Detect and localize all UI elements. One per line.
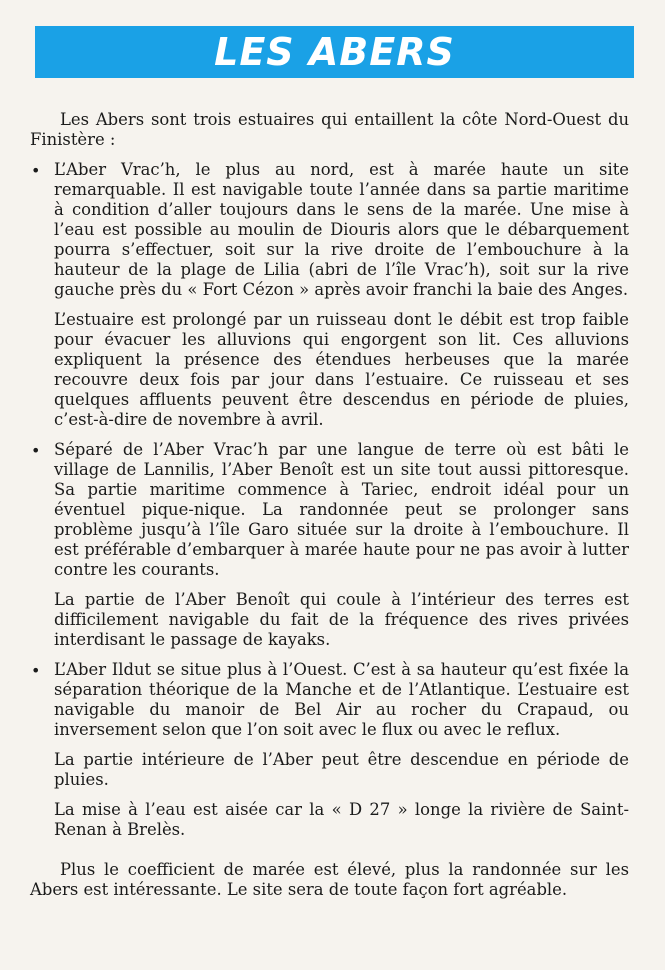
bullet-marker: •: [31, 161, 41, 180]
intro-paragraph: Les Abers sont trois estuaires qui entaillent la côte Nord-Ouest du Finistère :: [30, 110, 629, 149]
bullet-marker: •: [31, 441, 41, 460]
closing-paragraph: Plus le coefficient de marée est élevé, plus la randonnée sur les Abers est intéressante. Le site sera de toute façon fort agréable.: [30, 860, 629, 899]
bullet-aber-benoit: [0, 440, 665, 650]
paragraph: L’estuaire est prolongé par un ruisseau dont le débit est trop faible pour évacuer les alluvions qui engorgent son lit. Ces alluvions expliquent la présence des étendues herbeuses que la marée recouvre deux fois par jour dans l’estuaire. Ce ruisseau et ses quelques affluents peuvent être descendus en période de pluies, c’est-à-dire de novembre à avril.: [54, 310, 629, 429]
title-banner: [35, 26, 634, 78]
paragraph: Séparé de l’Aber Vrac’h par une langue de terre où est bâti le village de Lannilis, l’Aber Benoît est un site tout aussi pittoresque. Sa partie maritime commence à Tariec, endroit idéal pour un éventuel pique-nique. La randonnée peut se prolonger sans problème jusqu’à l’île Garo située sur la droite à l’embouchure. Il est préférable d’embarquer à marée haute pour ne pas avoir à lutter contre les courants.: [54, 440, 629, 579]
bullet-marker: •: [31, 661, 41, 680]
paragraph: L’Aber Vrac’h, le plus au nord, est à marée haute un site remarquable. Il est navigable toute l’année dans sa partie maritime à condition d’aller toujours dans le sens de la marée. Une mise à l’eau est possible au moulin de Diouris alors que le débarquement pourra s’effectuer, soit sur la rive droite de l’embouchure à la hauteur de la plage de Lilia (abri de l’île Vrac’h), soit sur la rive gauche près du « Fort Cézon » après avoir franchi la baie des Anges.: [54, 160, 629, 299]
paragraph: La mise à l’eau est aisée car la « D 27 » longe la rivière de Saint-Renan à Brelès.: [54, 800, 629, 839]
paragraph: La partie intérieure de l’Aber peut être descendue en période de pluies.: [54, 750, 629, 789]
bullet-aber-ildut: [0, 660, 665, 840]
paragraph: La partie de l’Aber Benoît qui coule à l’intérieur des terres est difficilement navigable du fait de la fréquence des rives privées interdisant le passage de kayaks.: [54, 590, 629, 649]
bullet-aber-vrach: [0, 160, 665, 430]
paragraph: L’Aber Ildut se situe plus à l’Ouest. C’est à sa hauteur qu’est fixée la séparation théorique de la Manche et de l’Atlantique. L’estuaire est navigable du manoir de Bel Air au rocher du Crapaud, ou inversement selon que l’on soit avec le flux ou avec le reflux.: [54, 660, 629, 739]
page-title: LES ABERS: [214, 30, 455, 74]
article-body: [0, 110, 665, 916]
